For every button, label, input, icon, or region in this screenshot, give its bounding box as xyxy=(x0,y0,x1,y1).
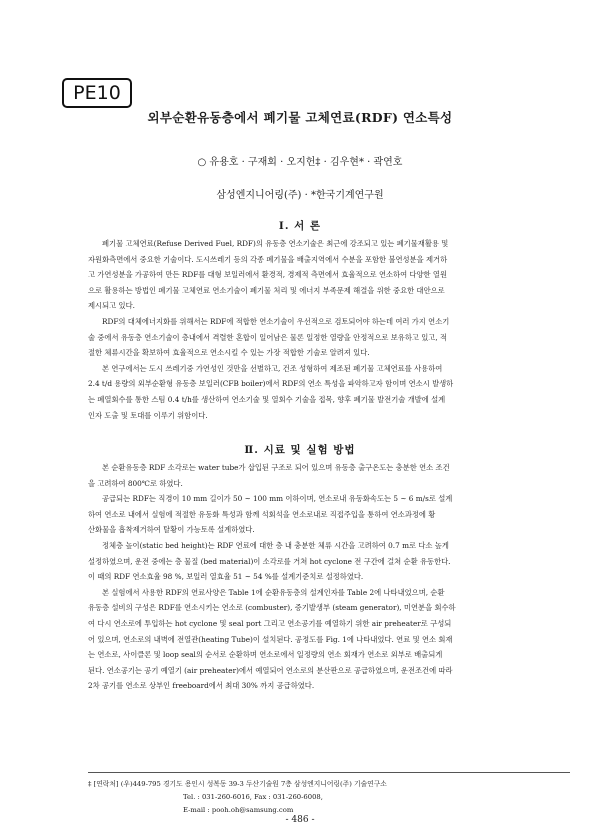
paragraph-line: 술 중에서 유동층 연소기술이 층내에서 격렬한 혼합이 일어남은 물론 일정한 열량을 안정적으로 보유하고 있고, 적 xyxy=(88,332,448,342)
paragraph-line: 공급되는 RDF는 직경이 10 mm 길이가 50 ~ 100 mm 이하이며, 연소로내 유동화속도는 5 ~ 6 m/s로 설계 xyxy=(102,494,453,504)
paragraph-line: 유동층 설비의 구성은 RDF를 연소시키는 연소로 (combuster), 증기발생부 (steam generator), 미연분을 회수하 xyxy=(88,603,456,613)
paragraph-line: 는 연소로, 사이클론 및 loop seal의 순서로 순환하며 연소로에서 일정량의 연소 회재가 연소로 외부로 배출되게 xyxy=(88,650,443,660)
introduction-body xyxy=(88,236,570,423)
paragraph-line: 인자 도출 및 토대를 이루기 위함이다. xyxy=(88,410,208,420)
paragraph-line: 는 폐열회수를 통한 스팀 0.4 t/h를 생산하여 연소기술 및 열회수 기술을 접목, 향후 폐기물 발전기술 개발에 설계 xyxy=(88,394,446,404)
methods-body xyxy=(88,460,570,694)
paragraph-line: 자원화측면에서 중요한 기술이다. 도시쓰레기 등의 각종 폐기물을 배출지역에서 수분을 포함한 불연성분을 제거하 xyxy=(88,254,448,264)
paragraph-line: 산화물을 흡착제거하여 탈황이 가능토록 설계하였다. xyxy=(88,525,255,535)
paragraph-line: 으로 활용하는 방법인 폐기물 고체연료 연소기술이 폐기물 처리 및 에너지 부족문제 해결을 위한 중요한 대안으로 xyxy=(88,285,445,295)
paragraph-line: 어 있으며, 연소로의 내벽에 전열관(heating Tube)이 설치된다. 공정도를 Fig. 1에 나타내었다. 연료 및 연소 회재 xyxy=(88,634,453,644)
affiliation: 삼성엔지니어링(주) · *한국기계연구원 xyxy=(216,190,384,201)
paragraph-line: 고 가연성분을 가공하여 만든 RDF를 대형 보일러에서 환경적, 경제적 측면에서 효율적으로 연소하여 다양한 열원 xyxy=(88,270,448,280)
paragraph-line: 하여 연소로 내에서 실험에 적절한 유동화 특성과 함께 석회석을 연소로내로 직접주입을 통하여 연소과정에 황 xyxy=(88,509,436,519)
paragraph-line: 본 연구에서는 도시 쓰레기중 가연성인 것만을 선별하고, 건조 성형하여 제조된 폐기물 고체연료를 사용하여 xyxy=(102,363,443,373)
paragraph-line: 폐기물 고체연료(Refuse Derived Fuel, RDF)의 유동층 연소기술은 최근에 강조되고 있는 폐기물재활용 및 xyxy=(102,239,449,248)
paragraph-line: 본 순환유동층 RDF 소각로는 water tube가 삽입된 구조로 되어 있으며 유동층 출구온도는 충분한 연소 조건 xyxy=(102,463,450,472)
paragraph-line: 을 고려하여 800℃로 하였다. xyxy=(88,478,183,488)
section-heading-methods: Ⅱ. 시료 및 실험 방법 xyxy=(244,444,356,456)
footnote-divider xyxy=(88,772,570,773)
paper-code-box: PE10 xyxy=(62,78,132,108)
footnote-contact: ‡ [연락처] (우)449-795 경기도 용인시 성복동 39-3 두산기술원 7층 삼성엔지니어링(주) 기술연구소 xyxy=(88,780,387,788)
paragraph-line: 이 때의 RDF 연소효율 98 %, 보일러 열효율 51 ~ 54 %를 설계기준치로 설정하였다. xyxy=(88,572,364,582)
paragraph-line: 절한 체류시간을 확보하여 효율적으로 연소시킬 수 있는 가장 적합한 기술로 알려져 있다. xyxy=(88,348,370,358)
paragraph-line: 제시되고 있다. xyxy=(88,301,135,311)
paragraph-line: 여 다시 연소로에 투입하는 hot cyclone 및 seal port 그리고 연소공기를 예열하기 위한 air preheater로 구성되 xyxy=(88,618,452,628)
paragraph-line: 정체층 높이(static bed height)는 RDF 연료에 대한 층 내 충분한 체류 시간을 고려하여 0.7 m로 다소 높게 xyxy=(102,540,449,550)
paragraph-line: 2.4 t/d 용량의 외부순환형 유동층 보일러(CFB boiler)에서 RDF의 연소 특성을 파악하고자 함이며 연소시 발생하 xyxy=(88,379,454,389)
author-list: ○ 유용호 · 구재회 · 오지헌‡ · 김우현* · 곽연호 xyxy=(197,157,403,168)
paragraph-line: RDF의 대체에너지화를 위해서는 RDF에 적합한 연소기술이 우선적으로 검토되어야 하는데 여러 가지 연소기 xyxy=(102,316,450,326)
page-number: - 486 - xyxy=(285,815,315,825)
paper-title: 외부순환유동층에서 폐기물 고체연료(RDF) 연소특성 xyxy=(147,110,453,125)
paragraph-line: 설정하였으며, 운전 중에는 층 물질 (bed material)이 소각로를 거쳐 hot cyclone 전 구간에 걸쳐 순환 유동한다. xyxy=(88,556,451,566)
paragraph-line: 된다. 연소공기는 공기 예열기 (air preheater)에서 예열되어 연소로의 분산판으로 공급하였으며, 운전조건에 따라 xyxy=(88,665,453,675)
footnote xyxy=(88,778,570,817)
footnote-phone: Tel. : 031-260-6016, Fax : 031-260-6008, xyxy=(183,793,323,801)
section-heading-introduction: Ⅰ. 서 론 xyxy=(278,220,322,232)
paragraph-line: 본 실험에서 사용한 RDF의 연료사양은 Table 1에 순환유동층의 설계인자를 Table 2에 나타내었으며, 순환 xyxy=(102,587,445,597)
paragraph-line: 2차 공기를 연소로 상부인 freeboard에서 최대 30% 까지 공급하였다. xyxy=(88,681,315,691)
footnote-email: E-mail : pooh.oh@samsung.com xyxy=(183,806,294,814)
